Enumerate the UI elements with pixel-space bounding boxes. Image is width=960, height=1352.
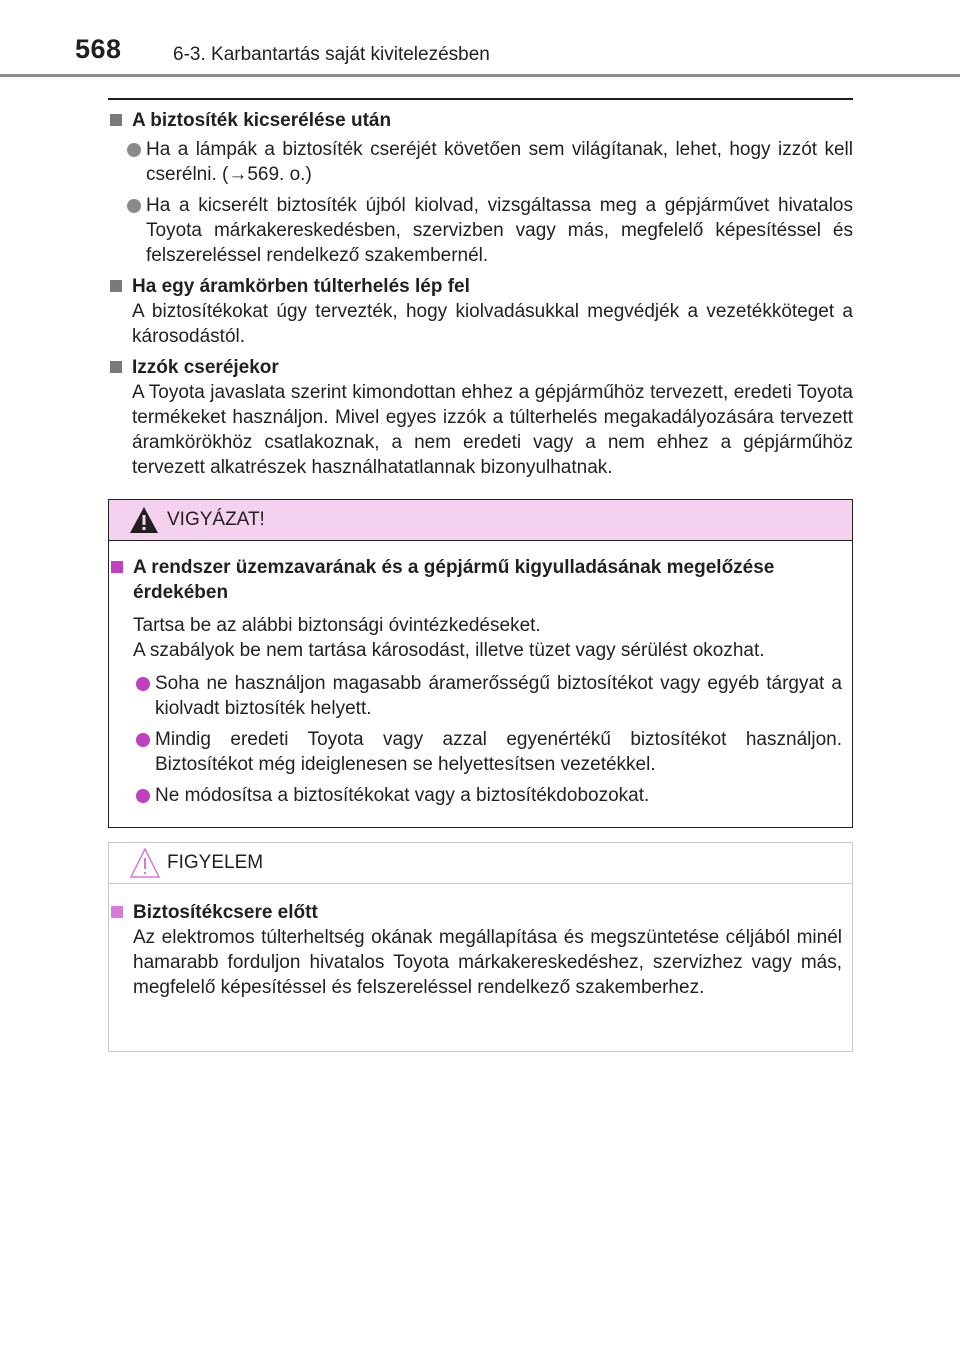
list-item: Soha ne használjon magasabb áramerősségű biztosítékot vagy egyéb tárgyat a kiolvadt biztosíték helyett. — [109, 671, 842, 721]
section-title: 6-3. Karbantartás saját kivitelezésben — [173, 44, 490, 65]
list-item: Ha a kicserélt biztosíték újból kiolvad, vizsgáltassa meg a gépjárművet hivatalos Toyota márkakereskedésben, szervizben vagy más, megfelelő képesítéssel és felszereléssel rendelkező szakembernél. — [108, 193, 853, 268]
section-heading: Ha egy áramkörben túlterhelés lép fel — [108, 274, 853, 299]
list-item: Mindig eredeti Toyota vagy azzal egyenértékű biztosítékot használjon. Biztosítékot még ideiglenesen se helyettesítsen vezetékkel. — [109, 727, 842, 777]
notice-triangle-icon — [129, 847, 161, 879]
circle-bullet-icon — [136, 733, 150, 747]
notice-heading: Biztosítékcsere előtt — [109, 900, 842, 925]
warning-title: VIGYÁZAT! — [167, 509, 265, 530]
section-bulb-replacement — [108, 355, 853, 480]
square-bullet-icon — [110, 114, 122, 126]
circle-bullet-icon — [136, 677, 150, 691]
section-text: A Toyota javaslata szerint kimondottan ehhez a gépjárműhöz tervezett, eredeti Toyota termékeket használjon. Mivel egyes izzók a túlterhelés megakadályozására tervezett áramkörökhöz csatlakoznak, a nem eredeti vagy a nem ehhez a gépjárműhöz tervezett alkatrészek használhatatlannak bizonyulhatnak. — [132, 382, 853, 478]
circle-bullet-icon — [127, 199, 141, 213]
section-circuit-overload — [108, 274, 853, 349]
page-header — [0, 0, 960, 80]
warning-line: A szabályok be nem tartása károsodást, illetve tüzet vagy sérülést okozhat. — [133, 640, 765, 661]
square-bullet-icon — [111, 561, 123, 573]
square-bullet-icon — [110, 361, 122, 373]
warning-body — [109, 541, 852, 808]
section-heading: A biztosíték kicserélése után — [108, 108, 853, 133]
section-heading: Izzók cseréjekor — [108, 355, 853, 380]
notice-title: FIGYELEM — [167, 852, 264, 873]
notice-header — [109, 843, 852, 884]
circle-bullet-icon — [136, 789, 150, 803]
page-number: 568 — [75, 34, 122, 64]
warning-line: Tartsa be az alábbi biztonsági óvintézkedéseket. — [133, 615, 541, 636]
list-item: Ne módosítsa a biztosítékokat vagy a biztosítékdobozokat. — [109, 783, 842, 808]
warning-box — [108, 499, 853, 828]
notice-body — [109, 884, 852, 1000]
square-bullet-icon — [110, 280, 122, 292]
circle-bullet-icon — [127, 143, 141, 157]
warning-triangle-icon — [129, 506, 159, 534]
notice-text: Az elektromos túlterheltség okának megállapítása és megszüntetése céljából minél hamarabb forduljon hivatalos Toyota márkakereskedéshez, szervizhez vagy más, megfelelő képesítéssel és felszereléssel rendelkező szakemberhez. — [133, 927, 842, 998]
section-text: A biztosítékokat úgy tervezték, hogy kiolvadásukkal megvédjék a vezetékköteget a károsodástól. — [132, 301, 853, 347]
header-rule — [0, 74, 960, 77]
content-top-rule — [108, 98, 853, 100]
section-after-fuse-replacement — [108, 108, 853, 268]
warning-header — [109, 500, 852, 541]
warning-heading: A rendszer üzemzavarának és a gépjármű kigyulladásának megelőzése érdekében — [109, 555, 842, 605]
list-item: Ha a lámpák a biztosíték cseréjét követően sem világítanak, lehet, hogy izzót kell cserélni. (→569. o.) — [108, 137, 853, 187]
square-bullet-icon — [111, 906, 123, 918]
main-content — [108, 108, 853, 486]
notice-box — [108, 842, 853, 1052]
